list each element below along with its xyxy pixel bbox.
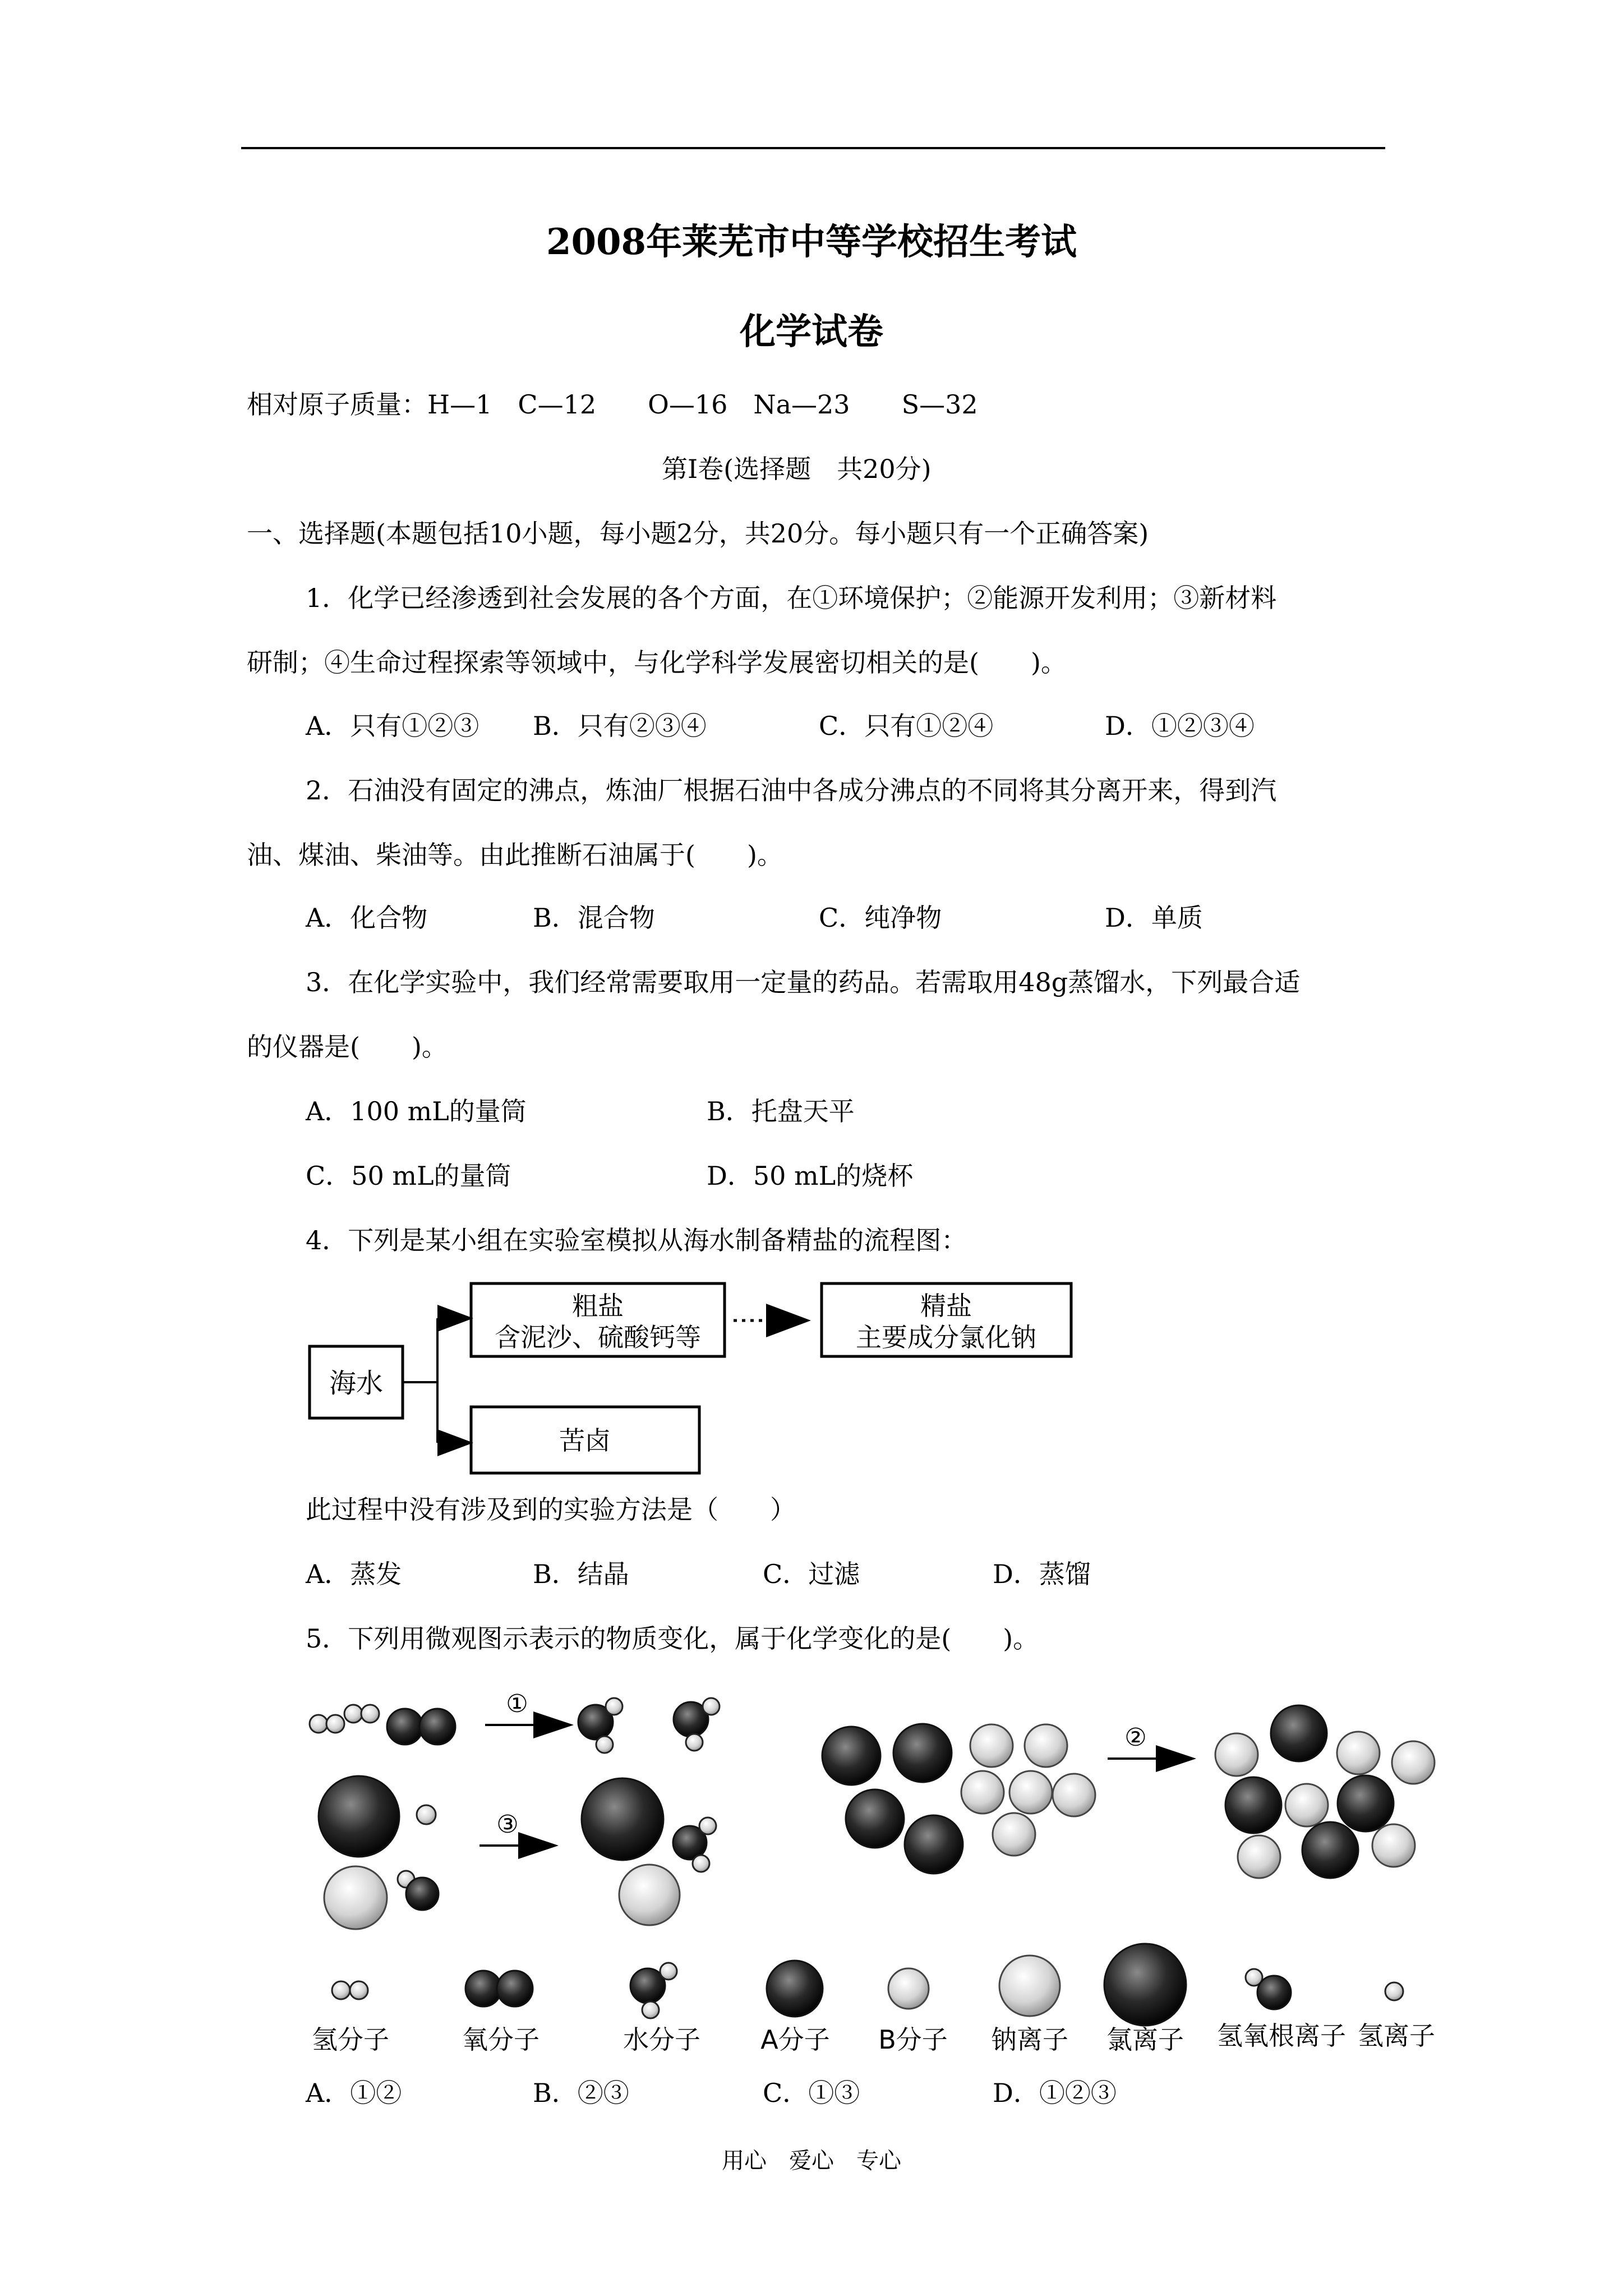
seawater-flowchart bbox=[303, 1273, 1116, 1481]
atomic-mass-line: 相对原子质量：H—1 C—12 O—16 Na—23 S—32 bbox=[247, 389, 978, 420]
q1-option-c: C．只有①②④ bbox=[819, 711, 994, 741]
q1-option-d: D．①②③④ bbox=[1105, 711, 1255, 741]
reaction-2-reactants bbox=[822, 1724, 1095, 1874]
q2-stem-line1: 2．石油没有固定的沸点，炼油厂根据石油中各成分沸点的不同将其分离开来，得到汽 bbox=[306, 775, 1277, 806]
flow-label-fine-salt-note: 主要成分氯化钠 bbox=[856, 1322, 1036, 1352]
reaction-2-label: ② bbox=[1124, 1723, 1147, 1752]
q5-option-d: D．①②③ bbox=[993, 2078, 1117, 2108]
legend-water-molecule bbox=[623, 1963, 700, 2055]
flow-label-crude-salt: 粗盐 bbox=[572, 1291, 624, 1321]
section-instructions: 一、选择题(本题包括10小题，每小题2分，共20分。每小题只有一个正确答案) bbox=[247, 518, 1149, 549]
q4-option-a: A．蒸发 bbox=[306, 1559, 402, 1589]
exam-subtitle: 化学试卷 bbox=[740, 311, 883, 353]
legend-label-hydroxide-ion: 氢氧根离子 bbox=[1217, 2021, 1346, 2051]
reaction-1-reactants bbox=[310, 1705, 455, 1745]
page-footer: 用心 爱心 专心 bbox=[722, 2148, 901, 2174]
q4-question: 此过程中没有涉及到的实验方法是（ ） bbox=[306, 1494, 796, 1525]
q1-stem-line2: 研制；④生命过程探索等领域中，与化学科学发展密切相关的是( )。 bbox=[247, 647, 1067, 678]
q2-stem-line2: 油、煤油、柴油等。由此推断石油属于( )。 bbox=[247, 840, 783, 870]
q1-option-a: A．只有①②③ bbox=[306, 711, 479, 741]
flow-label-fine-salt: 精盐 bbox=[920, 1291, 972, 1321]
exam-title: 2008年莱芜市中等学校招生考试 bbox=[546, 221, 1077, 263]
q4-option-b: B．结晶 bbox=[533, 1559, 629, 1589]
q3-option-d: D．50 mL的烧杯 bbox=[707, 1161, 914, 1191]
legend-sodium-ion bbox=[991, 1955, 1068, 2055]
legend-oxygen-molecule bbox=[462, 1971, 540, 2055]
q3-stem-line2: 的仪器是( )。 bbox=[247, 1032, 448, 1062]
legend-label-oxygen-molecule: 氧分子 bbox=[462, 2024, 540, 2055]
reaction-1-products bbox=[578, 1698, 720, 1753]
legend-hydrogen-molecule bbox=[312, 1981, 389, 2055]
q4-option-c: C．过滤 bbox=[763, 1559, 860, 1589]
legend-chloride-ion bbox=[1104, 1944, 1186, 2055]
q1-stem-line1: 1．化学已经渗透到社会发展的各个方面，在①环境保护；②能源开发利用；③新材料 bbox=[306, 583, 1277, 613]
legend-hydroxide-ion bbox=[1217, 1969, 1346, 2051]
q3-option-a: A．100 mL的量筒 bbox=[306, 1096, 527, 1126]
legend-label-sodium-ion: 钠离子 bbox=[991, 2024, 1068, 2055]
q2-option-d: D．单质 bbox=[1105, 903, 1203, 933]
legend-label-b-molecule: B分子 bbox=[878, 2024, 948, 2055]
reaction-3-products bbox=[582, 1778, 716, 1925]
q4-stem: 4．下列是某小组在实验室模拟从海水制备精盐的流程图： bbox=[306, 1225, 967, 1255]
reaction-1-label: ① bbox=[506, 1690, 528, 1718]
reaction-2-products bbox=[1215, 1705, 1435, 1878]
q3-option-b: B．托盘天平 bbox=[707, 1096, 855, 1126]
reaction-3-label: ③ bbox=[496, 1810, 519, 1839]
section-heading: 第Ⅰ卷(选择题 共20分) bbox=[662, 454, 932, 484]
particle-diagram bbox=[0, 1660, 1623, 2076]
legend-a-molecule bbox=[760, 1961, 829, 2055]
q1-option-b: B．只有②③④ bbox=[533, 711, 707, 741]
q3-stem-line1: 3．在化学实验中，我们经常需要取用一定量的药品。若需取用48g蒸馏水，下列最合适 bbox=[306, 967, 1301, 997]
legend-b-molecule bbox=[878, 1968, 948, 2055]
q2-option-c: C．纯净物 bbox=[819, 903, 942, 933]
top-rule bbox=[241, 147, 1385, 149]
flow-label-bittern: 苦卤 bbox=[559, 1425, 611, 1456]
flow-label-crude-salt-note: 含泥沙、硫酸钙等 bbox=[495, 1322, 701, 1352]
legend-label-chloride-ion: 氯离子 bbox=[1106, 2024, 1184, 2055]
q2-option-a: A．化合物 bbox=[306, 903, 428, 933]
q5-stem: 5．下列用微观图示表示的物质变化，属于化学变化的是( )。 bbox=[306, 1623, 1039, 1654]
legend-label-water-molecule: 水分子 bbox=[623, 2024, 700, 2055]
legend-hydrogen-ion bbox=[1358, 1982, 1435, 2051]
reaction-3-reactants bbox=[319, 1776, 439, 1929]
legend-label-hydrogen-molecule: 氢分子 bbox=[312, 2024, 389, 2055]
q2-option-b: B．混合物 bbox=[533, 903, 655, 933]
q5-option-b: B．②③ bbox=[533, 2078, 629, 2108]
q4-option-d: D．蒸馏 bbox=[993, 1559, 1091, 1589]
flow-label-seawater: 海水 bbox=[329, 1368, 384, 1399]
q3-option-c: C．50 mL的量筒 bbox=[306, 1161, 511, 1191]
q5-option-a: A．①② bbox=[306, 2078, 402, 2108]
legend-label-hydrogen-ion: 氢离子 bbox=[1358, 2021, 1435, 2051]
q5-option-c: C．①③ bbox=[763, 2078, 860, 2108]
legend-label-a-molecule: A分子 bbox=[760, 2024, 830, 2055]
